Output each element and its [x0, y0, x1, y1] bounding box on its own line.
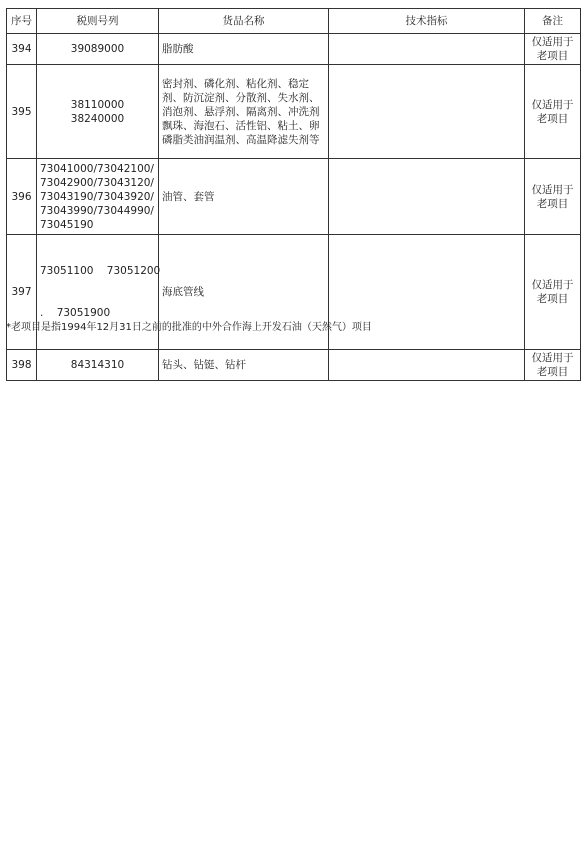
row-seq: 395	[7, 65, 37, 159]
remarks-line: 仅适用于	[531, 183, 574, 196]
row-remarks	[525, 34, 581, 65]
remarks-line: 仅适用于	[531, 98, 574, 111]
remarks-line: 老项目	[536, 366, 569, 378]
footnote: *老项目是指1994年12月31日之前的批准的中外合作海上开发石油（天然气）项目	[6, 322, 372, 333]
tariff-code-line: 39089000	[70, 43, 125, 55]
row-tariff-code	[37, 34, 159, 65]
row-tech-spec	[329, 65, 525, 159]
row-tech-spec	[329, 34, 525, 65]
header-tech-spec: 技术指标	[329, 9, 525, 34]
remarks-line: 仅适用于	[531, 36, 574, 48]
tariff-code-line: 73041000/73042100/73042900/73043120/73043190/73043920/73043990/73044990/73045190	[40, 162, 154, 231]
row-goods-name: 海底管线	[159, 235, 329, 350]
tariff-code-line: 38240000	[70, 112, 125, 125]
row-seq: 396	[7, 159, 37, 235]
table-row	[7, 350, 581, 381]
row-tech-spec	[329, 159, 525, 235]
row-seq: 397	[7, 235, 37, 350]
row-goods-name: 钻头、钻铤、钻杆	[159, 350, 329, 381]
header-seq: 序号	[7, 9, 37, 34]
header-goods-name: 货品名称	[159, 9, 329, 34]
row-tariff-code	[37, 65, 159, 159]
remarks-line: 老项目	[536, 50, 569, 62]
tariff-code-line: 38110000	[70, 98, 125, 111]
tariff-code-line: 84314310	[70, 359, 125, 371]
row-tariff-code	[37, 159, 159, 235]
row-remarks	[525, 235, 581, 350]
row-remarks	[525, 65, 581, 159]
remarks-line: 老项目	[536, 112, 569, 125]
remarks-line: 仅适用于	[531, 279, 574, 291]
row-seq: 398	[7, 350, 37, 381]
table-row	[7, 65, 581, 159]
table-header-row	[7, 9, 581, 34]
remarks-line: 老项目	[536, 293, 569, 305]
row-seq: 394	[7, 34, 37, 65]
tariff-code-line: 73051100 73051200	[40, 265, 161, 277]
row-remarks	[525, 159, 581, 235]
table-row	[7, 34, 581, 65]
row-goods-name: 脂肪酸	[159, 34, 329, 65]
remarks-line: 老项目	[536, 197, 569, 210]
row-tech-spec	[329, 350, 525, 381]
table-row	[7, 159, 581, 235]
header-tariff-code: 税则号列	[37, 9, 159, 34]
row-remarks	[525, 350, 581, 381]
tariff-code-line: . 73051900	[40, 307, 111, 319]
row-tariff-code	[37, 350, 159, 381]
row-goods-name: 密封剂、磷化剂、粘化剂、稳定剂、防沉淀剂、分散剂、失水剂、消泡剂、悬浮剂、隔离剂、冲洗剂飘珠、海泡石、活性铝、粘土、卵磷脂类油润温剂、高温降滤失剂等	[159, 65, 329, 159]
row-goods-name: 油管、套管	[159, 159, 329, 235]
header-remarks: 备注	[525, 9, 581, 34]
remarks-line: 仅适用于	[531, 352, 574, 364]
